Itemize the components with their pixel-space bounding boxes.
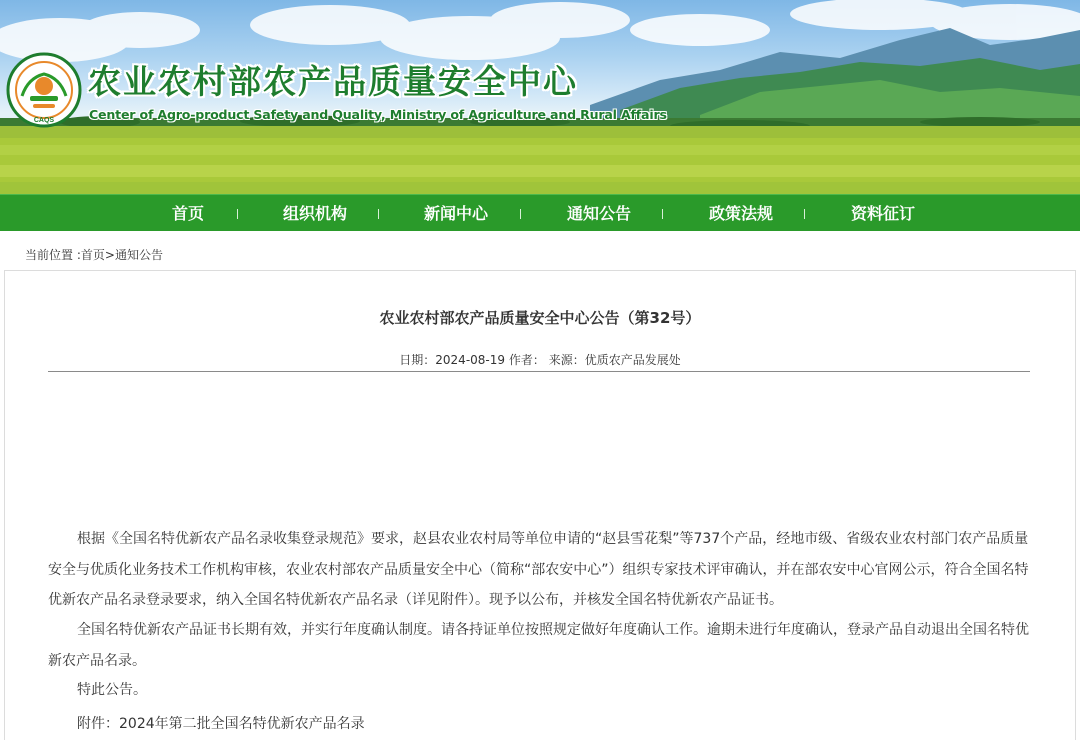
- article-date: 2024-08-19: [435, 353, 506, 367]
- site-subtitle: Center of Agro-product Safety and Quality, Ministry of Agriculture and Rural Affairs: [89, 107, 667, 122]
- nav-separator: [378, 209, 379, 219]
- breadcrumb-label: 当前位置 :: [25, 248, 81, 262]
- article-paragraph: 特此公告。: [77, 682, 147, 698]
- attachment-line[interactable]: 附件：2024年第二批全国名特优新农产品名录: [77, 716, 365, 732]
- main-nav: [0, 194, 1080, 231]
- nav-item-policies[interactable]: 政策法规: [709, 204, 774, 223]
- article-meta: [0, 351, 1080, 368]
- header-banner: [0, 0, 1080, 194]
- nav-item-organization[interactable]: 组织机构: [283, 204, 348, 223]
- nav-separator: [237, 209, 238, 219]
- nav-separator: [520, 209, 521, 219]
- nav-item-news[interactable]: 新闻中心: [424, 204, 489, 223]
- nav-separator: [804, 209, 805, 219]
- site-title: 农业农村部农产品质量安全中心: [88, 62, 578, 101]
- article-paragraph: 全国名特优新农产品证书长期有效，并实行年度确认制度。请各持证单位按照规定做好年度确认工作。逾期未进行年度确认，登录产品自动退出全国名特优新农产品名录。: [48, 622, 1029, 669]
- caqs-logo: [6, 52, 82, 128]
- nav-item-home[interactable]: 首页: [172, 204, 205, 223]
- nav-item-notices[interactable]: 通知公告: [567, 204, 632, 223]
- article-title: 农业农村部农产品质量安全中心公告（第32号）: [379, 309, 701, 327]
- date-label: 日期：: [399, 353, 436, 367]
- nav-item-subscriptions[interactable]: 资料征订: [851, 204, 916, 223]
- logo-text: CAQS: [33, 117, 55, 124]
- nav-separator: [662, 209, 663, 219]
- breadcrumb-arrow: >: [104, 248, 115, 262]
- author-label: 作者：: [508, 353, 545, 367]
- source-label: 来源：: [548, 353, 585, 367]
- breadcrumb: [25, 246, 163, 263]
- breadcrumb-home-link[interactable]: 首页: [80, 248, 105, 262]
- article-source: 优质农产品发展处: [584, 353, 681, 367]
- title-divider: [48, 371, 1030, 372]
- article-paragraph: 根据《全国名特优新农产品名录收集登录规范》要求，赵县农业农村局等单位申请的“赵县雪花梨”等737个产品，经地市级、省级农业农村部门农产品质量安全与优质化业务技术工作机构审核，农业农村部农产品质量安全中心（简称“部农安中心”）组织专家技术评审确认，并在部农安中心官网公示，符合全国名特优新农产品名录登录要求，纳入全国名特优新农产品名录（详见附件）。现予以公布，并核发全国名特优新农产品证书。: [48, 531, 1029, 608]
- breadcrumb-current-link[interactable]: 通知公告: [114, 248, 163, 262]
